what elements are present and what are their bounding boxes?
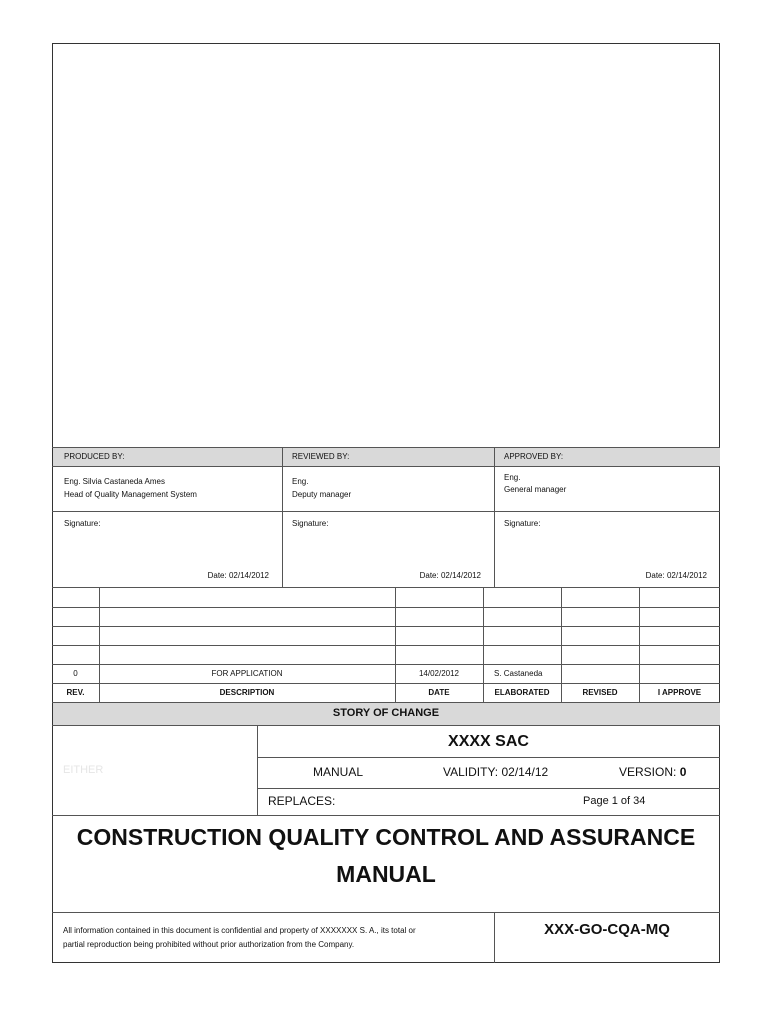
document-type: MANUAL [313,765,364,779]
produced-by-date: Date: 02/14/2012 [207,571,269,580]
page-info: Page 1 of 34 [583,795,646,807]
approved-by-signature-label: Signature: [504,519,541,528]
document-title-line2: MANUAL [336,861,436,887]
produced-by-role: Head of Quality Management System [64,490,197,499]
reviewed-by-name: Eng. [292,477,309,486]
produced-by-name: Eng. Silvia Castaneda Ames [64,477,165,486]
produced-by-header: PRODUCED BY: [64,452,125,461]
document-title-line1: CONSTRUCTION QUALITY CONTROL AND ASSURANCE [76,824,696,850]
revision-header-revised: REVISED [582,688,618,697]
story-of-change-title: STORY OF CHANGE [332,707,440,719]
revision-header-elaborated: ELABORATED [494,688,550,697]
approved-by-header: APPROVED BY: [504,452,564,461]
company-name: XXXX SAC [448,733,529,750]
revision-header-date: DATE [428,688,450,697]
reviewed-by-role: Deputy manager [292,490,352,499]
company-logo-placeholder: EITHER [63,764,104,776]
document-code: XXX-GO-CQA-MQ [544,921,670,938]
revision-header-description: DESCRIPTION [219,688,275,697]
confidentiality-line1: All information contained in this document is confidential and property of XXXXXXX S. A., its total or [63,926,416,935]
version-info [619,765,686,779]
version-value: 0 [679,765,687,779]
revision-entry-description: FOR APPLICATION [211,669,283,678]
validity-date: VALIDITY: 02/14/12 [443,765,549,779]
replaces-label: REPLACES: [268,794,336,808]
approved-by-date: Date: 02/14/2012 [645,571,707,580]
revision-entry-date: 14/02/2012 [418,669,460,678]
confidentiality-line2: partial reproduction being prohibited without prior authorization from the Company. [63,940,355,949]
reviewed-by-date: Date: 02/14/2012 [419,571,481,580]
reviewed-by-header: REVIEWED BY: [292,452,350,461]
produced-by-signature-label: Signature: [64,519,101,528]
approved-by-name: Eng. [504,473,521,482]
revision-header-rev: REV. [66,688,85,697]
version-label: VERSION: [619,765,677,779]
revision-entry-elaborated: S. Castaneda [494,669,543,678]
approval-header-row [53,448,720,466]
revision-entry-rev: 0 [73,669,78,678]
approved-by-role: General manager [504,485,567,494]
revision-header-approve: I APPROVE [657,688,702,697]
reviewed-by-signature-label: Signature: [292,519,329,528]
